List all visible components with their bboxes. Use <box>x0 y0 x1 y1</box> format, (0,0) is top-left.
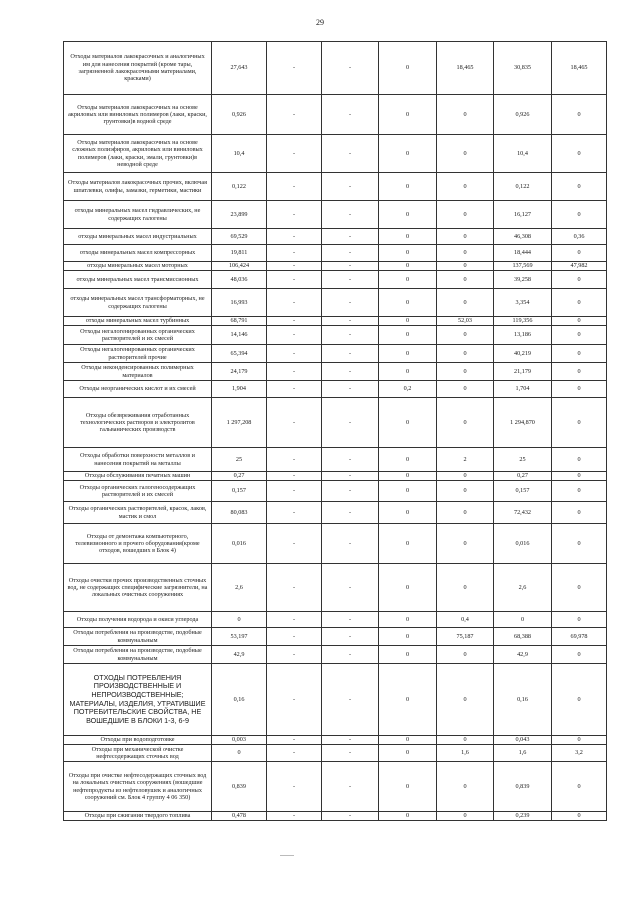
value-cell-c5: 0 <box>437 481 494 502</box>
value-cell-c3: - <box>322 326 379 345</box>
value-cell-c3: - <box>322 173 379 201</box>
value-cell-c2: - <box>267 646 322 664</box>
value-cell-c2: - <box>267 381 322 398</box>
value-cell-c5: 0 <box>437 229 494 245</box>
value-cell-c2: - <box>267 345 322 363</box>
value-cell-c6: 0,27 <box>494 472 552 481</box>
waste-name-cell: Отходы негалогенированных органических растворителей прочие <box>64 345 212 363</box>
value-cell-c4: 0 <box>379 628 437 646</box>
value-cell-c5: 0 <box>437 95 494 135</box>
value-cell-c4: 0 <box>379 345 437 363</box>
value-cell-c6: 30,835 <box>494 42 552 95</box>
value-cell-c6: 0,16 <box>494 664 552 736</box>
waste-name-cell: Отходы при водоподготовке <box>64 736 212 745</box>
value-cell-c2: - <box>267 736 322 745</box>
value-cell-c6: 25 <box>494 448 552 472</box>
waste-name-cell: Отходы при механической очистке нефтесодержащих сточных вод <box>64 745 212 762</box>
value-cell-c1: 0,926 <box>212 95 267 135</box>
value-cell-c5: 0 <box>437 736 494 745</box>
value-cell-c3: - <box>322 762 379 812</box>
value-cell-c6: 0,839 <box>494 762 552 812</box>
waste-name-cell: Отходы неконденсированных полимерных материалов <box>64 363 212 381</box>
value-cell-c6: 46,308 <box>494 229 552 245</box>
value-cell-c1: 0 <box>212 745 267 762</box>
value-cell-c7: 3,2 <box>552 745 607 762</box>
value-cell-c1: 19,811 <box>212 245 267 262</box>
waste-name-cell: ОТХОДЫ ПОТРЕБЛЕНИЯ ПРОИЗВОДСТВЕННЫЕ И НЕПРОИЗВОДСТВЕННЫЕ; МАТЕРИАЛЫ, ИЗДЕЛИЯ, УТРАТИВШИЕ ПОТРЕБИТЕЛЬСКИЕ СВОЙСТВА, НЕ ВОШЕДШИЕ В БЛОКИ 1-3, 6-9 <box>64 664 212 736</box>
value-cell-c3: - <box>322 345 379 363</box>
table-row <box>64 736 607 745</box>
value-cell-c5: 0 <box>437 524 494 564</box>
value-cell-c5: 0 <box>437 262 494 271</box>
waste-name-cell: отходы минеральных масел моторных <box>64 262 212 271</box>
value-cell-c4: 0 <box>379 736 437 745</box>
value-cell-c4: 0 <box>379 745 437 762</box>
value-cell-c6: 0,157 <box>494 481 552 502</box>
value-cell-c3: - <box>322 317 379 326</box>
value-cell-c3: - <box>322 95 379 135</box>
value-cell-c7: 0 <box>552 326 607 345</box>
value-cell-c7: 0 <box>552 381 607 398</box>
value-cell-c6: 42,9 <box>494 646 552 664</box>
value-cell-c3: - <box>322 524 379 564</box>
waste-name-cell: Отходы потребления на производстве, подобные коммунальным <box>64 628 212 646</box>
value-cell-c3: - <box>322 745 379 762</box>
value-cell-c1: 65,394 <box>212 345 267 363</box>
value-cell-c6: 10,4 <box>494 135 552 173</box>
waste-name-cell: Отходы материалов лакокрасочных и аналогичных им для нанесения покрытий (кроме тары, загрязненной лакокрасочными материалами, красками) <box>64 42 212 95</box>
value-cell-c7: 0 <box>552 524 607 564</box>
value-cell-c2: - <box>267 262 322 271</box>
value-cell-c1: 0,478 <box>212 812 267 821</box>
value-cell-c3: - <box>322 229 379 245</box>
table-row <box>64 502 607 524</box>
value-cell-c7: 0 <box>552 245 607 262</box>
table-row <box>64 381 607 398</box>
value-cell-c2: - <box>267 326 322 345</box>
value-cell-c4: 0 <box>379 398 437 448</box>
value-cell-c7: 0 <box>552 317 607 326</box>
value-cell-c6: 0,122 <box>494 173 552 201</box>
value-cell-c2: - <box>267 502 322 524</box>
value-cell-c1: 0,16 <box>212 664 267 736</box>
value-cell-c3: - <box>322 271 379 289</box>
value-cell-c6: 16,127 <box>494 201 552 229</box>
value-cell-c3: - <box>322 201 379 229</box>
scan-mark <box>280 855 294 856</box>
table-row <box>64 201 607 229</box>
table-row <box>64 289 607 317</box>
table-row <box>64 762 607 812</box>
waste-name-cell: Отходы органических галогеносодержащих растворителей и их смесей <box>64 481 212 502</box>
value-cell-c1: 68,791 <box>212 317 267 326</box>
value-cell-c3: - <box>322 472 379 481</box>
value-cell-c7: 69,978 <box>552 628 607 646</box>
table-row <box>64 135 607 173</box>
value-cell-c4: 0 <box>379 201 437 229</box>
value-cell-c4: 0 <box>379 173 437 201</box>
value-cell-c2: - <box>267 448 322 472</box>
value-cell-c3: - <box>322 42 379 95</box>
value-cell-c6: 1,704 <box>494 381 552 398</box>
table-row <box>64 448 607 472</box>
value-cell-c6: 2,6 <box>494 564 552 612</box>
table-row <box>64 745 607 762</box>
waste-name-cell: Отходы при сжигании твердого топлива <box>64 812 212 821</box>
value-cell-c4: 0 <box>379 229 437 245</box>
value-cell-c5: 0 <box>437 812 494 821</box>
value-cell-c1: 1 297,208 <box>212 398 267 448</box>
value-cell-c5: 0 <box>437 398 494 448</box>
value-cell-c3: - <box>322 448 379 472</box>
value-cell-c4: 0 <box>379 317 437 326</box>
value-cell-c5: 0 <box>437 564 494 612</box>
value-cell-c4: 0 <box>379 524 437 564</box>
table-row <box>64 317 607 326</box>
waste-name-cell: Отходы материалов лакокрасочных прочих, включая шпатлевки, олифы, замазки, герметики, мастики <box>64 173 212 201</box>
value-cell-c2: - <box>267 564 322 612</box>
value-cell-c4: 0 <box>379 289 437 317</box>
value-cell-c2: - <box>267 664 322 736</box>
value-cell-c4: 0 <box>379 612 437 628</box>
value-cell-c7: 0 <box>552 564 607 612</box>
value-cell-c5: 0,4 <box>437 612 494 628</box>
value-cell-c5: 0 <box>437 381 494 398</box>
value-cell-c1: 10,4 <box>212 135 267 173</box>
value-cell-c4: 0 <box>379 646 437 664</box>
value-cell-c7: 47,982 <box>552 262 607 271</box>
value-cell-c3: - <box>322 363 379 381</box>
waste-name-cell: Отходы неорганических кислот и их смесей <box>64 381 212 398</box>
value-cell-c2: - <box>267 173 322 201</box>
value-cell-c3: - <box>322 564 379 612</box>
value-cell-c1: 2,6 <box>212 564 267 612</box>
value-cell-c2: - <box>267 472 322 481</box>
waste-name-cell: Отходы получения водорода и окиси углерода <box>64 612 212 628</box>
waste-name-cell: Отходы материалов лакокрасочных на основе сложных полиэфиров, акриловых или виниловых полимеров (лаки, краски, эмали, грунтовки)в неводной среде <box>64 135 212 173</box>
value-cell-c2: - <box>267 135 322 173</box>
value-cell-c7: 0 <box>552 173 607 201</box>
value-cell-c4: 0 <box>379 564 437 612</box>
value-cell-c7: 0 <box>552 135 607 173</box>
value-cell-c5: 0 <box>437 363 494 381</box>
value-cell-c7: 0,36 <box>552 229 607 245</box>
value-cell-c7: 0 <box>552 481 607 502</box>
value-cell-c4: 0 <box>379 135 437 173</box>
table-row <box>64 646 607 664</box>
value-cell-c6: 18,444 <box>494 245 552 262</box>
value-cell-c1: 0,157 <box>212 481 267 502</box>
table-row <box>64 229 607 245</box>
value-cell-c2: - <box>267 363 322 381</box>
value-cell-c1: 80,083 <box>212 502 267 524</box>
waste-table <box>63 41 607 821</box>
value-cell-c4: 0 <box>379 481 437 502</box>
waste-name-cell: отходы минеральных масел турбинных <box>64 317 212 326</box>
value-cell-c3: - <box>322 381 379 398</box>
value-cell-c7: 0 <box>552 345 607 363</box>
value-cell-c2: - <box>267 201 322 229</box>
value-cell-c7: 0 <box>552 448 607 472</box>
value-cell-c7: 0 <box>552 812 607 821</box>
waste-name-cell: отходы минеральных масел трансформаторных, не содержащих галогены <box>64 289 212 317</box>
waste-name-cell: Отходы негалогенированных органических растворителей и их смесей <box>64 326 212 345</box>
value-cell-c6: 137,569 <box>494 262 552 271</box>
value-cell-c1: 0,016 <box>212 524 267 564</box>
value-cell-c4: 0 <box>379 762 437 812</box>
value-cell-c4: 0 <box>379 42 437 95</box>
value-cell-c2: - <box>267 628 322 646</box>
value-cell-c3: - <box>322 628 379 646</box>
value-cell-c2: - <box>267 95 322 135</box>
value-cell-c3: - <box>322 398 379 448</box>
value-cell-c5: 0 <box>437 326 494 345</box>
value-cell-c5: 18,465 <box>437 42 494 95</box>
table-row <box>64 95 607 135</box>
value-cell-c1: 16,993 <box>212 289 267 317</box>
value-cell-c2: - <box>267 812 322 821</box>
value-cell-c6: 68,388 <box>494 628 552 646</box>
value-cell-c4: 0,2 <box>379 381 437 398</box>
table-row <box>64 326 607 345</box>
table-row <box>64 173 607 201</box>
value-cell-c4: 0 <box>379 271 437 289</box>
value-cell-c3: - <box>322 289 379 317</box>
value-cell-c4: 0 <box>379 245 437 262</box>
value-cell-c3: - <box>322 481 379 502</box>
table-row <box>64 271 607 289</box>
value-cell-c5: 0 <box>437 135 494 173</box>
value-cell-c5: 0 <box>437 173 494 201</box>
value-cell-c2: - <box>267 317 322 326</box>
value-cell-c7: 0 <box>552 664 607 736</box>
value-cell-c6: 0,239 <box>494 812 552 821</box>
value-cell-c3: - <box>322 736 379 745</box>
value-cell-c2: - <box>267 245 322 262</box>
table-row <box>64 363 607 381</box>
value-cell-c3: - <box>322 245 379 262</box>
value-cell-c5: 0 <box>437 502 494 524</box>
waste-name-cell: Отходы при очистке нефтесодержащих сточных вод на локальных очистных сооружениях (вошедшие нефтепродукты из нефтеловушек и аналогичных сооружений см. Блок 4 группу 4 06 350) <box>64 762 212 812</box>
value-cell-c2: - <box>267 398 322 448</box>
value-cell-c1: 106,424 <box>212 262 267 271</box>
value-cell-c3: - <box>322 612 379 628</box>
table-row <box>64 628 607 646</box>
waste-name-cell: Отходы потребления на производстве, подобные коммунальным <box>64 646 212 664</box>
value-cell-c2: - <box>267 762 322 812</box>
value-cell-c6: 119,356 <box>494 317 552 326</box>
page-number: 29 <box>316 18 324 27</box>
value-cell-c7: 0 <box>552 363 607 381</box>
waste-name-cell: Отходы материалов лакокрасочных на основе акриловых или виниловых полимеров (лаки, краски, грунтовки)в водной среде <box>64 95 212 135</box>
table-row <box>64 524 607 564</box>
value-cell-c4: 0 <box>379 502 437 524</box>
table-row <box>64 345 607 363</box>
value-cell-c1: 27,643 <box>212 42 267 95</box>
waste-name-cell: Отходы обезвреживания отработанных технологических растворов и электролитов гальванических производств <box>64 398 212 448</box>
value-cell-c3: - <box>322 812 379 821</box>
value-cell-c7: 0 <box>552 646 607 664</box>
value-cell-c6: 1 294,870 <box>494 398 552 448</box>
value-cell-c7: 0 <box>552 502 607 524</box>
value-cell-c1: 24,179 <box>212 363 267 381</box>
value-cell-c2: - <box>267 481 322 502</box>
value-cell-c6: 0 <box>494 612 552 628</box>
value-cell-c7: 0 <box>552 95 607 135</box>
value-cell-c1: 14,146 <box>212 326 267 345</box>
waste-name-cell: отходы минеральных масел гидравлических, не содержащих галогены <box>64 201 212 229</box>
table-row <box>64 42 607 95</box>
value-cell-c2: - <box>267 271 322 289</box>
value-cell-c6: 0,926 <box>494 95 552 135</box>
table-body <box>64 42 607 821</box>
value-cell-c5: 75,187 <box>437 628 494 646</box>
value-cell-c5: 0 <box>437 664 494 736</box>
value-cell-c4: 0 <box>379 95 437 135</box>
value-cell-c1: 0,122 <box>212 173 267 201</box>
waste-name-cell: Отходы обслуживания печатных машин <box>64 472 212 481</box>
value-cell-c7: 0 <box>552 762 607 812</box>
value-cell-c5: 0 <box>437 472 494 481</box>
value-cell-c6: 1,6 <box>494 745 552 762</box>
value-cell-c2: - <box>267 612 322 628</box>
value-cell-c5: 1,6 <box>437 745 494 762</box>
value-cell-c7: 18,465 <box>552 42 607 95</box>
value-cell-c5: 0 <box>437 271 494 289</box>
value-cell-c6: 21,179 <box>494 363 552 381</box>
value-cell-c6: 40,219 <box>494 345 552 363</box>
value-cell-c6: 0,016 <box>494 524 552 564</box>
value-cell-c4: 0 <box>379 664 437 736</box>
value-cell-c4: 0 <box>379 472 437 481</box>
value-cell-c4: 0 <box>379 363 437 381</box>
value-cell-c1: 25 <box>212 448 267 472</box>
table-row <box>64 481 607 502</box>
value-cell-c7: 0 <box>552 612 607 628</box>
value-cell-c5: 0 <box>437 646 494 664</box>
value-cell-c7: 0 <box>552 398 607 448</box>
value-cell-c1: 53,197 <box>212 628 267 646</box>
value-cell-c1: 0,27 <box>212 472 267 481</box>
waste-name-cell: отходы минеральных масел индустриальных <box>64 229 212 245</box>
value-cell-c7: 0 <box>552 271 607 289</box>
table-row <box>64 612 607 628</box>
value-cell-c3: - <box>322 664 379 736</box>
value-cell-c1: 1,904 <box>212 381 267 398</box>
value-cell-c6: 3,354 <box>494 289 552 317</box>
waste-name-cell: Отходы обработки поверхности металлов и нанесения покрытий на металлы <box>64 448 212 472</box>
value-cell-c4: 0 <box>379 448 437 472</box>
value-cell-c1: 0 <box>212 612 267 628</box>
value-cell-c6: 13,186 <box>494 326 552 345</box>
value-cell-c2: - <box>267 42 322 95</box>
value-cell-c7: 0 <box>552 472 607 481</box>
table-row <box>64 262 607 271</box>
waste-name-cell: Отходы очистки прочих производственных сточных вод, не содержащих специфические загрязнители, на локальных очистных сооружениях <box>64 564 212 612</box>
table-row <box>64 664 607 736</box>
value-cell-c7: 0 <box>552 736 607 745</box>
table-row <box>64 398 607 448</box>
value-cell-c5: 0 <box>437 245 494 262</box>
value-cell-c3: - <box>322 502 379 524</box>
value-cell-c6: 39,258 <box>494 271 552 289</box>
value-cell-c5: 52,03 <box>437 317 494 326</box>
waste-name-cell: отходы минеральных масел трансмиссионных <box>64 271 212 289</box>
value-cell-c5: 0 <box>437 345 494 363</box>
value-cell-c6: 0,043 <box>494 736 552 745</box>
value-cell-c1: 69,529 <box>212 229 267 245</box>
value-cell-c2: - <box>267 745 322 762</box>
value-cell-c2: - <box>267 289 322 317</box>
value-cell-c7: 0 <box>552 201 607 229</box>
value-cell-c1: 42,9 <box>212 646 267 664</box>
table-row <box>64 472 607 481</box>
value-cell-c4: 0 <box>379 262 437 271</box>
value-cell-c2: - <box>267 524 322 564</box>
value-cell-c3: - <box>322 262 379 271</box>
waste-name-cell: отходы минеральных масел компрессорных <box>64 245 212 262</box>
waste-name-cell: Отходы органических растворителей, красок, лаков, мастик и смол <box>64 502 212 524</box>
value-cell-c3: - <box>322 135 379 173</box>
value-cell-c7: 0 <box>552 289 607 317</box>
value-cell-c1: 48,036 <box>212 271 267 289</box>
table-row <box>64 245 607 262</box>
value-cell-c5: 0 <box>437 762 494 812</box>
value-cell-c5: 0 <box>437 289 494 317</box>
table-row <box>64 812 607 821</box>
waste-name-cell: Отходы от демонтажа компьютерного, телевизионного и прочего оборудования(кроме отходов, вошедших в Блок 4) <box>64 524 212 564</box>
value-cell-c5: 2 <box>437 448 494 472</box>
value-cell-c4: 0 <box>379 812 437 821</box>
value-cell-c6: 72,432 <box>494 502 552 524</box>
value-cell-c5: 0 <box>437 201 494 229</box>
value-cell-c3: - <box>322 646 379 664</box>
value-cell-c1: 23,899 <box>212 201 267 229</box>
value-cell-c2: - <box>267 229 322 245</box>
table-row <box>64 564 607 612</box>
value-cell-c1: 0,839 <box>212 762 267 812</box>
value-cell-c1: 0,003 <box>212 736 267 745</box>
value-cell-c4: 0 <box>379 326 437 345</box>
